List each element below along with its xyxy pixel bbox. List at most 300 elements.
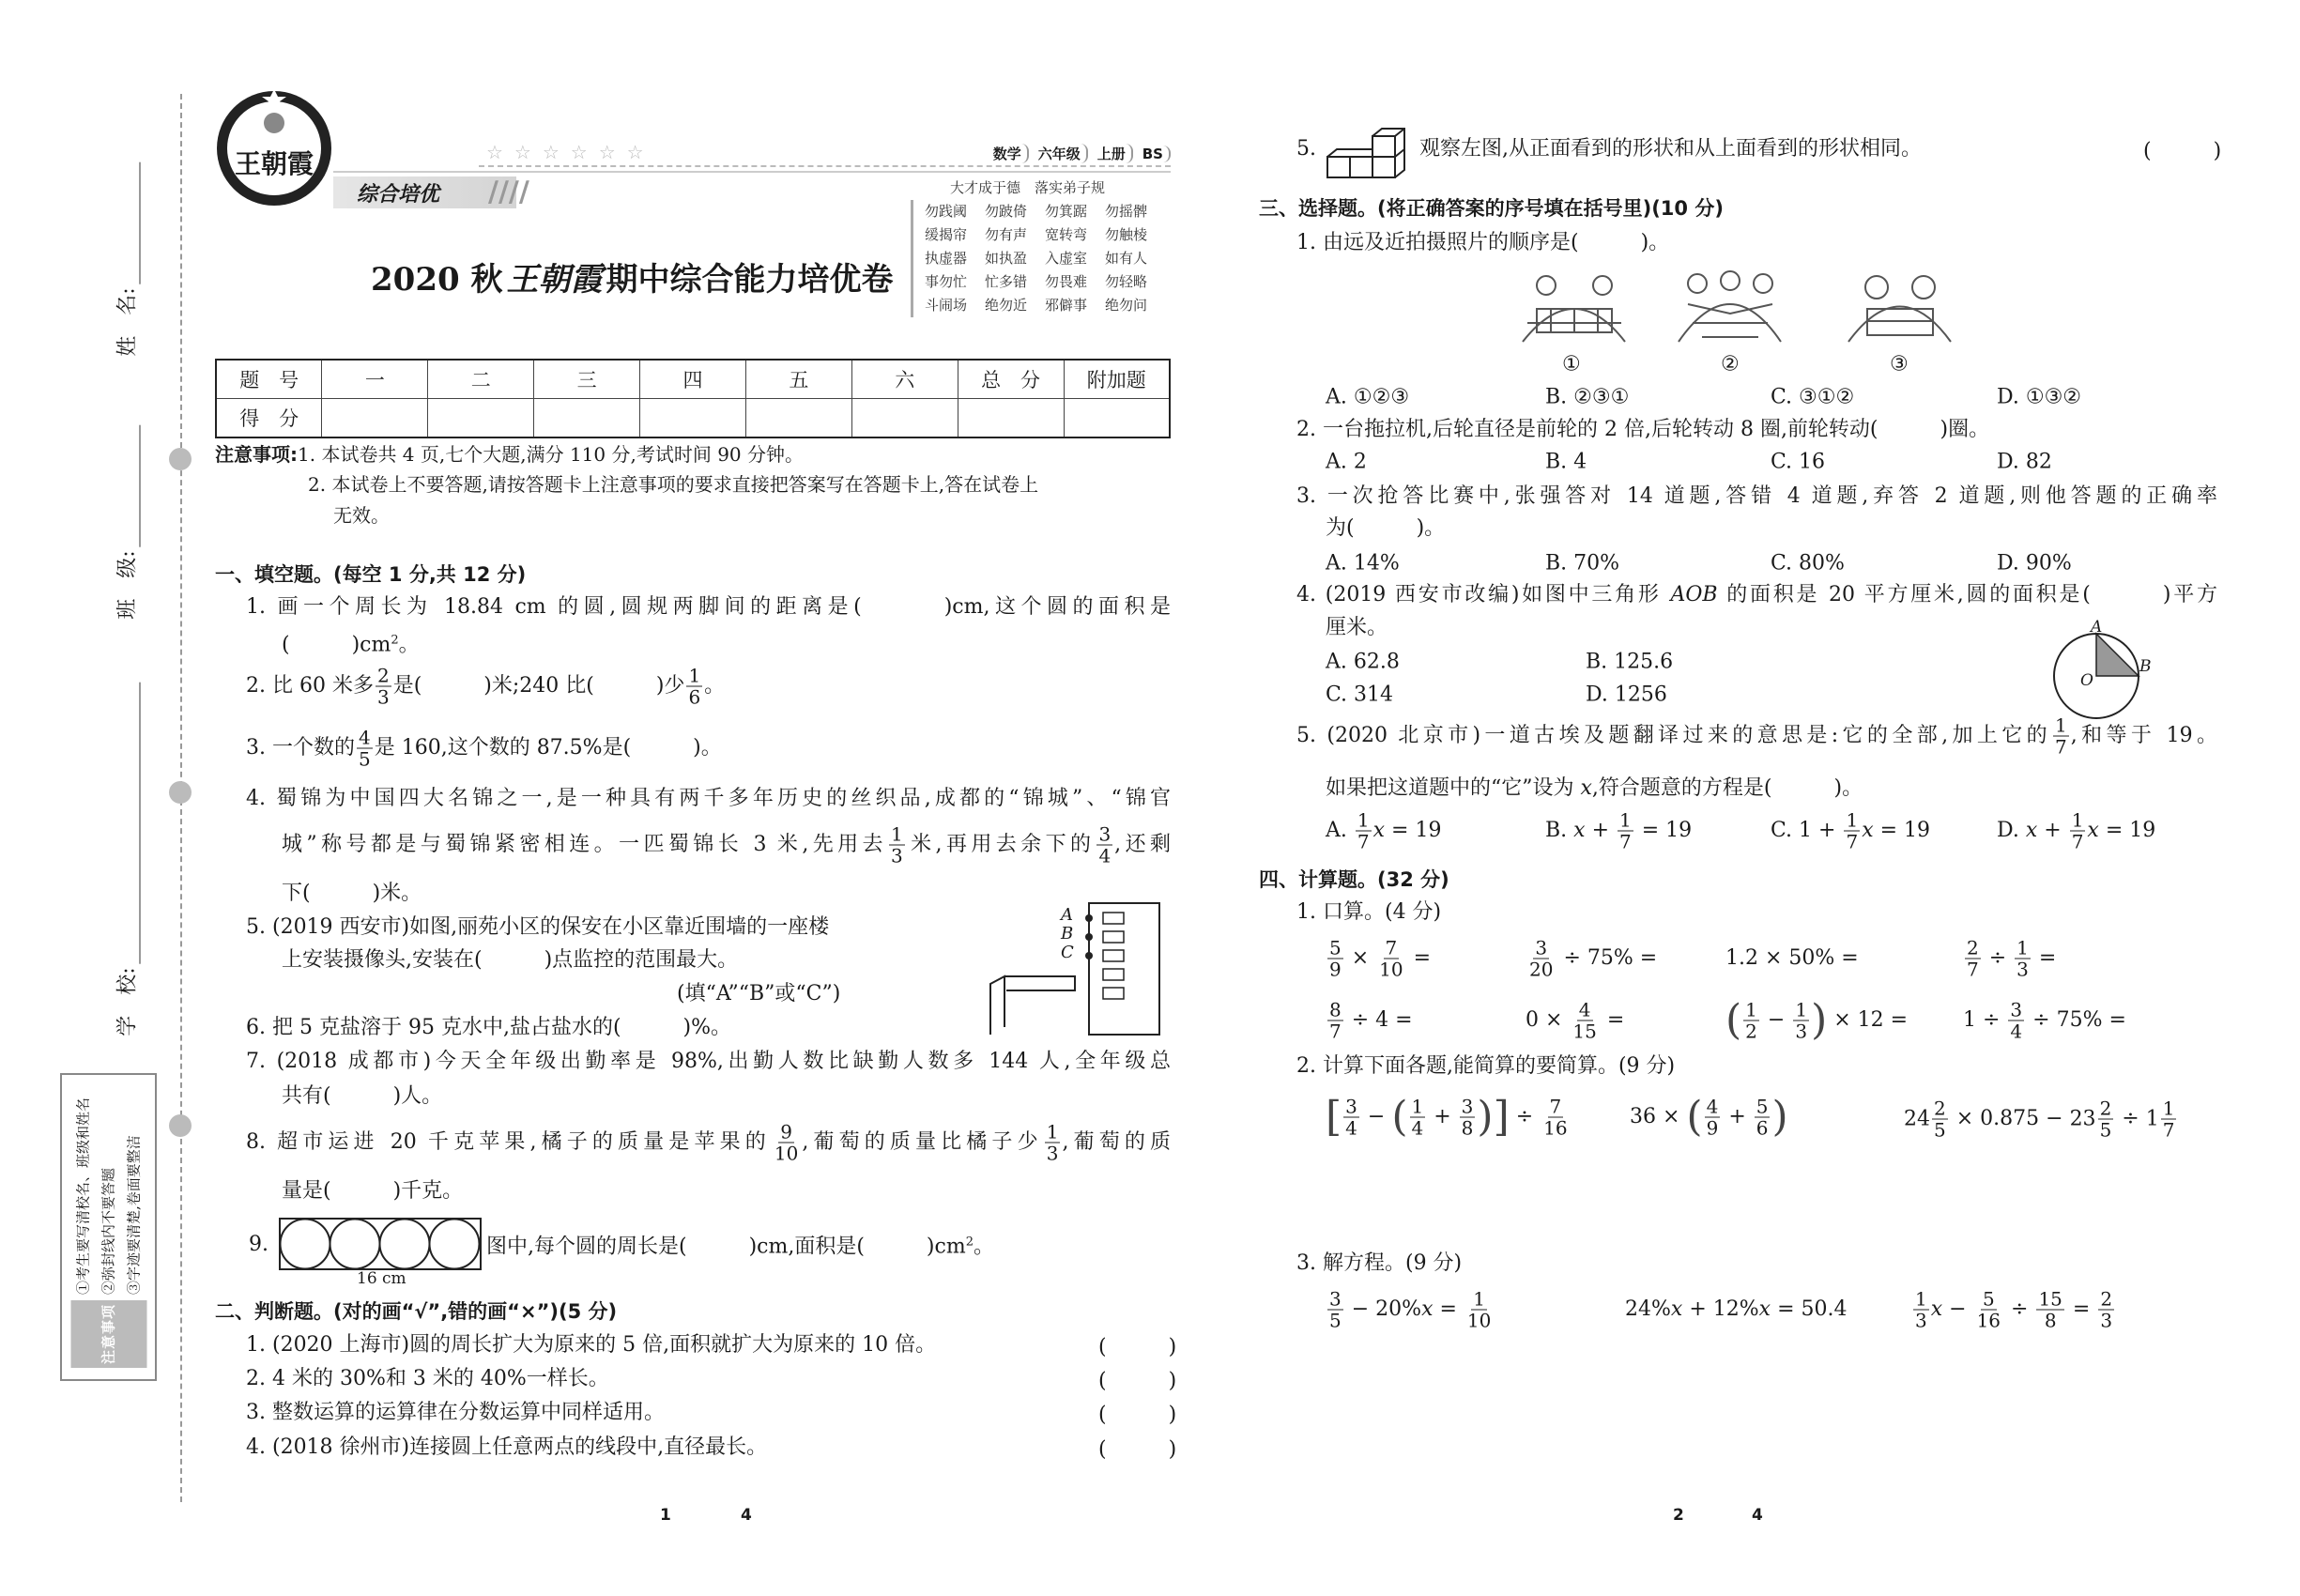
text-run: 4. (2018 徐州市)连接圆上任意两点的线段中,直径最长。 (246, 1435, 768, 1459)
choice-option[interactable]: A. 2 (1326, 450, 1367, 474)
notes-item-2: 2. 本试卷上不要答题,请按答题卡上注意事项的要求直接把答案写在答题卡上,答在试卷上 (308, 473, 1039, 496)
oral-item (1326, 1000, 1413, 1042)
text-run: ÷ 4 = (1344, 1008, 1413, 1032)
text-run: 是 160,这个数的 87.5%是( )。 (374, 736, 722, 760)
text-run: 1. 口算。(4 分) (1296, 900, 1442, 924)
choice-option[interactable]: D. 90% (1997, 551, 2072, 575)
choice-q2 (1296, 416, 1989, 444)
numerator: 15 (2038, 1287, 2062, 1311)
variable: AOB (1670, 583, 1718, 606)
brand-logo (215, 89, 333, 207)
numerator: 4 (1706, 1095, 1719, 1118)
calc-simplify-title (1296, 1052, 1675, 1081)
text-run: 4. 蜀锦为中国四大名锦之一,是一种具有两千多年历史的丝织品,成都的“锦城”、“锦官 (246, 787, 1171, 810)
score-cell (640, 399, 746, 438)
motto-phrase: 邪僻事 (1045, 297, 1088, 314)
text-run: 8. 超市运进 20 千克苹果,橘子的质量是苹果的 (246, 1130, 771, 1154)
text-run: ÷ (2115, 1107, 2146, 1130)
photo-sketch-icon (1674, 267, 1786, 348)
score-table-header: 六 (851, 360, 958, 399)
denominator: 16 (1543, 1116, 1568, 1140)
point-label-o: O (2080, 671, 2093, 690)
choice-option[interactable]: A. 14% (1326, 551, 1400, 575)
notice-item: ①考生要写清校名、班级和姓名 (74, 1097, 91, 1295)
photo-sketch-icon (1518, 267, 1630, 348)
denominator: 5 (1329, 1309, 1342, 1332)
numerator: 3 (1098, 822, 1112, 846)
volume-tag: 上册 (1092, 144, 1133, 163)
choice-option[interactable]: B. 125.6 (1586, 650, 1674, 674)
motto-phrase: 入虚室 (1045, 250, 1088, 267)
numerator: 2 (1934, 1097, 1946, 1120)
numerator: 1 (2162, 1097, 2175, 1120)
numerator: 1 (1046, 1120, 1059, 1143)
text-run: 3. 一次抢答比赛中,张强答对 14 道题,答错 4 道题,弃答 2 道题,则他答题的正确率 (1296, 484, 2217, 508)
denominator: 15 (1572, 1020, 1597, 1043)
fraction (1327, 938, 1343, 980)
text-run: C. 1 + (1771, 819, 1843, 842)
fraction (1356, 810, 1372, 852)
numerator: 5 (1756, 1095, 1769, 1118)
denominator: 10 (1466, 1309, 1492, 1332)
fill-q1 (246, 593, 1171, 622)
fraction (1541, 1097, 1569, 1139)
text-run: ÷ 75% = (1556, 946, 1658, 970)
score-cell (1064, 399, 1170, 438)
notice-title: 注意事项 (70, 1300, 146, 1368)
denominator: 3 (2100, 1309, 2113, 1332)
numerator: 4 (358, 726, 371, 749)
school-label: 学 校: (115, 967, 140, 1036)
text-run: B. (1545, 819, 1574, 842)
choice-option[interactable]: A. 62.8 (1326, 650, 1400, 674)
text-run: ( )cm (282, 633, 391, 657)
judge-answer-blank[interactable]: ( ) (1098, 1403, 1177, 1427)
notice-item: ②弥封线内不要答题 (100, 1167, 116, 1295)
text-run: ÷ (2004, 1297, 2035, 1321)
denominator: 7 (2162, 1118, 2175, 1142)
denominator: 7 (1846, 830, 1859, 853)
whole-part: 1 (2145, 1107, 2159, 1130)
header-divider (479, 165, 1171, 167)
text-run: 厘米。 (1326, 616, 1388, 639)
camera-label-b: B (1061, 924, 1074, 944)
fill-q8 (246, 1122, 1171, 1164)
fraction (357, 728, 373, 770)
binding-hole-icon (169, 1114, 192, 1137)
numerator: 5 (1329, 936, 1342, 959)
numerator: 2 (2100, 1287, 2113, 1311)
fraction (1618, 810, 1633, 852)
text-run: × 0.875 − (1949, 1107, 2070, 1130)
text-run: + 12% (1682, 1297, 1759, 1321)
choice-option[interactable]: C. 314 (1326, 683, 1394, 707)
text-run: = 19 (2098, 819, 2156, 842)
motto-phrase: 勿践阈 (925, 203, 968, 220)
choice-option[interactable] (1326, 810, 1441, 852)
calc-oral-title (1296, 898, 1441, 927)
class-field[interactable] (112, 424, 141, 619)
building-camera-figure (986, 901, 1169, 1040)
page-title (371, 253, 893, 299)
text-run: ÷ 75% = (2026, 1008, 2126, 1032)
numerator: 1 (1473, 1287, 1485, 1311)
judge-q5-number (1296, 135, 1316, 163)
text-run: 5. (2020 北京市)一道古埃及题翻译过来的意思是:它的全部,加上它的 (1296, 724, 2051, 747)
choice-option[interactable]: D. ①③② (1997, 385, 2082, 409)
section-calc-title (1259, 866, 1449, 894)
variable: x (1930, 1297, 1943, 1321)
fraction (1705, 1097, 1721, 1139)
fraction (2015, 938, 2031, 980)
notes-label: 注意事项: (215, 443, 298, 466)
section-choice-title (1259, 194, 1724, 223)
text-run: 四、计算题。(32 分) (1259, 868, 1449, 891)
bracket: ( (1725, 996, 1742, 1044)
notes-item-2-cont: 无效。 (333, 504, 390, 527)
fraction (1327, 1289, 1343, 1331)
text-run: ,葡萄的质量比橘子少 (802, 1130, 1043, 1154)
banner-stripes: //// (488, 176, 529, 208)
fill-q4-cont (282, 824, 1171, 867)
numerator: 3 (1535, 936, 1548, 959)
numerator: 2 (2099, 1097, 2112, 1120)
motto-phrase: 勿摇髀 (1105, 203, 1148, 220)
fraction (2161, 1098, 2177, 1141)
text-run: 3. 解方程。(9 分) (1296, 1251, 1463, 1275)
text-run: ,还剩 (1114, 833, 1171, 856)
motto-phrase: 宽转弯 (1045, 226, 1088, 243)
fraction (2036, 1289, 2063, 1331)
photo-3 (1844, 267, 1955, 348)
fraction (2098, 1098, 2114, 1141)
whole-part: 24 (1904, 1107, 1930, 1130)
choice-q4 (1296, 581, 2217, 609)
text-run: = (2032, 946, 2057, 970)
fill-q9-number (249, 1231, 268, 1259)
numerator: 1 (1745, 998, 1757, 1021)
variable: x (1862, 819, 1874, 842)
variable: x (2087, 819, 2099, 842)
cubes-figure (1326, 124, 1410, 180)
score-cell (745, 399, 851, 438)
subject-tags (984, 141, 1171, 164)
oral-item (1526, 1000, 1624, 1042)
text-run: 为( )。 (1326, 516, 1446, 540)
circles-in-rectangle-icon (279, 1215, 482, 1274)
fill-q9 (486, 1228, 994, 1261)
photo-label: ① (1562, 352, 1581, 376)
denominator: 9 (1329, 958, 1342, 981)
choice-option[interactable]: A. ①②③ (1326, 385, 1410, 409)
score-table-header: 总 分 (958, 360, 1064, 399)
fraction (376, 666, 391, 708)
bracket: ) (1477, 1093, 1494, 1141)
title-prefix: 2020 秋 (371, 261, 503, 299)
motto-phrase: 勿有声 (985, 226, 1028, 243)
fraction (1410, 1097, 1426, 1139)
score-table-header-row (216, 360, 1170, 399)
variable: x (1580, 776, 1592, 800)
notice-item: ③字迹要清楚,卷面要整洁 (125, 1135, 142, 1295)
text-run: 5. (1296, 137, 1316, 161)
camera-label-c: C (1061, 943, 1074, 962)
judge-answer-blank[interactable]: ( ) (1098, 1437, 1177, 1462)
school-input-line[interactable] (139, 682, 141, 963)
motto-phrase: 执虚器 (925, 250, 968, 267)
binding-hole-icon (169, 448, 192, 470)
bracket: [ (1326, 1093, 1342, 1141)
denominator: 7 (2054, 735, 2067, 759)
score-row-label: 得 分 (216, 399, 322, 438)
fraction (1844, 810, 1860, 852)
choice-q3 (1296, 483, 2217, 511)
score-cell (322, 399, 428, 438)
variable: x (1573, 819, 1586, 842)
numerator: 7 (1385, 936, 1398, 959)
judge-q5 (1419, 135, 1922, 163)
superscript: 2 (965, 1235, 974, 1250)
judge-answer-blank[interactable]: ( ) (2143, 139, 2222, 163)
denominator: 10 (774, 1142, 799, 1165)
motto-title: 大才成于德 落实弟子规 (950, 179, 1106, 196)
denominator: 3 (1915, 1309, 1927, 1332)
text-run: + (1722, 1105, 1753, 1128)
denominator: 3 (1046, 1142, 1059, 1165)
choice-option[interactable]: B. 70% (1545, 551, 1620, 575)
motto-block (911, 176, 1165, 317)
text-run: × (1344, 946, 1376, 970)
denominator: 8 (2044, 1309, 2057, 1332)
score-table-header: 四 (640, 360, 746, 399)
denominator: 2 (1745, 1020, 1757, 1043)
text-run: − 20% (1344, 1297, 1422, 1321)
bracket: ] (1493, 1093, 1510, 1141)
choice-option[interactable]: D. 1256 (1586, 683, 1667, 707)
superscript: 2 (391, 633, 399, 648)
fraction (1965, 938, 1981, 980)
denominator: 4 (2010, 1020, 2023, 1043)
whole-part: 23 (2069, 1107, 2096, 1130)
fill-q6 (246, 1014, 731, 1042)
score-cell (428, 399, 534, 438)
text-run: 的面积是 20 平方厘米,圆的面积是( )平方 (1717, 583, 2218, 606)
fill-q5 (246, 913, 829, 942)
choice-option[interactable]: B. ②③① (1545, 385, 1630, 409)
calc-item (1904, 1098, 2178, 1141)
text-run: 36 × (1630, 1105, 1687, 1128)
denominator: 7 (1967, 958, 1979, 981)
fraction (1793, 1000, 1809, 1042)
numerator: 3 (2010, 998, 2023, 1021)
denominator: 7 (1329, 1020, 1342, 1043)
text-run: ÷ (1982, 946, 2014, 970)
fraction (1045, 1122, 1061, 1164)
subject-tag: 数学 (988, 144, 1029, 163)
choice-option[interactable]: B. 4 (1545, 450, 1587, 474)
choice-option[interactable] (1545, 810, 1692, 852)
equation-item (1326, 1289, 1495, 1331)
numerator: 4 (1578, 998, 1591, 1021)
text-run: (填“A”“B”或“C”) (677, 982, 841, 1005)
text-run: 如果把这道题中的“它”设为 (1326, 776, 1581, 800)
photo-label: ③ (1890, 352, 1909, 376)
text-run: 4. (2019 西安市改编)如图中三角形 (1296, 583, 1671, 606)
numerator: 2 (376, 664, 390, 687)
motto-phrase: 勿轻略 (1105, 273, 1148, 290)
motto-phrase: 忙多错 (985, 273, 1028, 290)
text-run: A. (1326, 819, 1354, 842)
section-fill-blank-title (215, 560, 526, 589)
text-run: + (1427, 1105, 1458, 1128)
page-total: 4 (741, 1506, 752, 1525)
header-rule (333, 171, 1171, 173)
cubes-icon (1326, 124, 1410, 180)
judge-q4 (246, 1434, 767, 1462)
photo-2 (1674, 267, 1786, 348)
denominator: 7 (1357, 830, 1370, 853)
text-run: 1. 由远及近拍摄照片的顺序是( )。 (1296, 231, 1670, 254)
fill-q4-cont2 (282, 880, 422, 908)
name-field[interactable] (112, 161, 141, 356)
numerator: 3 (1345, 1095, 1357, 1118)
title-suffix: 期中综合能力培优卷 (606, 261, 894, 299)
choice-option[interactable] (1997, 810, 2155, 852)
fill-q1-cont (282, 626, 420, 659)
numerator: 2 (1967, 936, 1979, 959)
binding-hole-icon (169, 781, 192, 804)
fraction (1327, 1000, 1343, 1042)
text-run: 量是( )千克。 (282, 1179, 464, 1203)
camera-label-a: A (1061, 905, 1073, 925)
notice-content (70, 1086, 146, 1368)
fraction (1343, 1097, 1359, 1139)
text-run: 1 ÷ (1963, 1008, 2007, 1032)
denominator: 3 (1795, 1020, 1808, 1043)
text-run: 二、判断题。(对的画“√”,错的画“×”)(5 分) (215, 1300, 618, 1323)
numerator: 1 (1795, 998, 1808, 1021)
oral-item (1326, 938, 1431, 980)
text-run: 3. 整数运算的运算律在分数运算中同样适用。 (246, 1401, 665, 1424)
motto-phrase: 如有人 (1105, 250, 1148, 267)
text-run: 0 × (1526, 1008, 1570, 1032)
score-cell (851, 399, 958, 438)
numerator: 1 (688, 664, 701, 687)
fraction (1932, 1098, 1948, 1141)
denominator: 10 (1379, 958, 1403, 981)
judge-answer-blank[interactable]: ( ) (1098, 1369, 1177, 1393)
choice-q3-cont (1326, 514, 1445, 543)
score-table-header: 三 (534, 360, 640, 399)
choice-option[interactable]: C. 16 (1771, 450, 1826, 474)
logo-text: 王朝霞 (234, 148, 314, 179)
notes-line-1 (215, 440, 804, 468)
numerator: 1 (1915, 1287, 1927, 1311)
bracket: ) (1771, 1093, 1788, 1141)
choice-option[interactable]: C. ③①② (1771, 385, 1855, 409)
denominator: 6 (688, 685, 701, 709)
equation-item (1625, 1296, 1847, 1324)
denominator: 5 (358, 747, 371, 771)
choice-option[interactable]: D. 82 (1997, 450, 2052, 474)
motto-phrase: 如执盈 (985, 250, 1028, 267)
fraction (2098, 1289, 2114, 1331)
rating-stars: ☆☆☆☆☆☆ (486, 141, 655, 163)
denominator: 4 (1098, 844, 1112, 867)
denominator: 6 (1756, 1116, 1769, 1140)
choice-option[interactable] (1771, 810, 1930, 852)
title-brand: 王朝霞 (506, 261, 603, 299)
fill-q7 (246, 1048, 1171, 1076)
school-field[interactable] (112, 682, 141, 1036)
class-input-line[interactable] (139, 424, 141, 546)
oral-item (1963, 938, 2056, 980)
text-run: = 50.4 (1771, 1297, 1848, 1321)
denominator: 3 (376, 685, 390, 709)
calc-item (1630, 1093, 1788, 1141)
fraction (2070, 810, 2086, 852)
score-table (215, 359, 1171, 438)
text-run: 。 (398, 633, 420, 657)
text-run: 2. 比 60 米多 (246, 674, 374, 698)
denominator: 3 (890, 844, 903, 867)
notice-items (70, 1097, 146, 1295)
text-run: = (1433, 1297, 1464, 1321)
fraction (1377, 938, 1404, 980)
fraction (1743, 1000, 1759, 1042)
variable: x (1670, 1297, 1683, 1321)
text-run: = (1406, 946, 1432, 970)
choice-q4-cont (1326, 614, 1388, 642)
fraction (1096, 824, 1112, 867)
edition-tag: BS (1137, 146, 1171, 162)
point-label-b: B (2139, 657, 2152, 676)
name-input-line[interactable] (139, 161, 141, 284)
text-run: − (1942, 1297, 1973, 1321)
denominator: 16 (1976, 1309, 2001, 1332)
fraction (2053, 715, 2069, 758)
text-run: 24% (1625, 1297, 1671, 1321)
text-run: 7. (2018 成都市)今天全年级出勤率是 98%,出勤人数比缺勤人数多 144 人,全年级总 (246, 1050, 1171, 1073)
judge-answer-blank[interactable]: ( ) (1098, 1335, 1177, 1359)
text-run: 图中,每个圆的周长是( )cm,面积是( )cm (486, 1235, 966, 1259)
bracket: ) (1811, 996, 1828, 1044)
text-run: + (1585, 819, 1616, 842)
numerator: 8 (1329, 998, 1342, 1021)
variable: x (1372, 819, 1386, 842)
choice-option[interactable]: C. 80% (1771, 551, 1845, 575)
text-run: 上安装摄像头,安装在( )点监控的范围最大。 (282, 948, 739, 972)
four-circles-figure (279, 1215, 482, 1274)
notes-item-1: 1. 本试卷共 4 页,七个大题,满分 110 分,考试时间 90 分钟。 (298, 443, 805, 466)
fill-q8-cont (282, 1177, 463, 1205)
score-table-header: 附加题 (1064, 360, 1170, 399)
text-run: 。 (973, 1235, 994, 1259)
photo-sketch-icon (1844, 267, 1955, 348)
motto-phrase: 勿跛倚 (985, 203, 1028, 220)
oral-item (1725, 996, 1909, 1044)
numerator: 1 (2071, 808, 2084, 832)
oral-item (1963, 1000, 2126, 1042)
text-run: D. (1997, 819, 2026, 842)
text-run: − (1760, 1008, 1792, 1032)
fraction (2008, 1000, 2024, 1042)
numerator: 1 (1846, 808, 1859, 832)
fraction (1527, 938, 1555, 980)
name-label: 姓 名: (115, 287, 140, 357)
denominator: 7 (1619, 830, 1632, 853)
fill-q7-cont (282, 1082, 442, 1111)
